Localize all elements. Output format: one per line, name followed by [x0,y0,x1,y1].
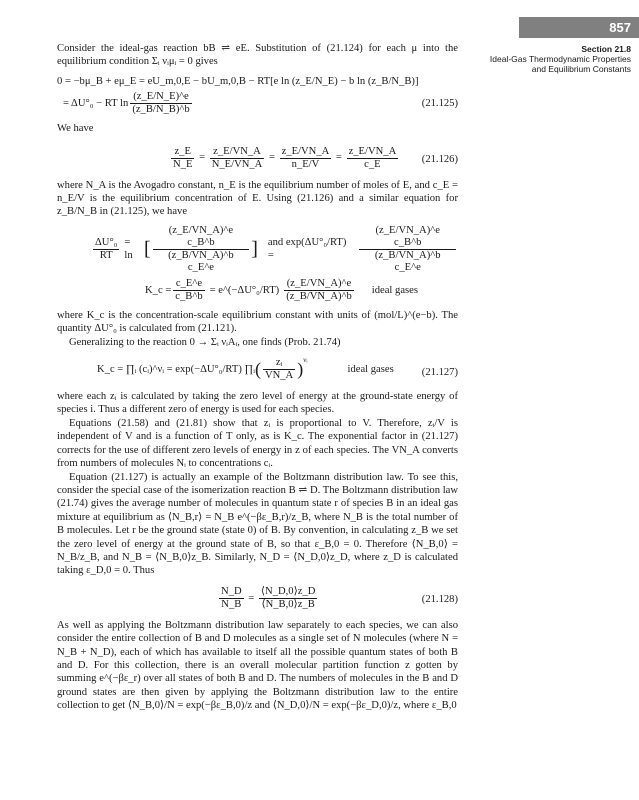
eqB-num: c_E^e [173,278,204,291]
eq126-b-num: z_E/VN_A [210,146,265,159]
eqB-frac2-num: (z_E/VN_A)^e [284,278,354,291]
eqA-bracket-fraction [153,225,250,274]
eq127-fraction [263,357,295,382]
paragraph-3b: Generalizing to the reaction 0 → Σᵢ νᵢAᵢ, one finds (Prob. 21.74) [69,336,341,348]
eqB-left: K_c = [145,284,172,296]
eq126-frac-c [280,146,332,171]
eqA-and-exp: and exp(ΔU°₀/RT) = [267,236,347,262]
eq128-right-fraction [259,586,317,611]
top-margin-bar [0,0,639,12]
eq126-c-den: n_E/V [291,158,320,170]
eqB-fraction [173,278,204,303]
eq126-frac-b [210,146,265,171]
eq126-d-num: z_E/VN_A [348,145,397,157]
paragraph-2: where N_A is the Avogadro constant, n_E is the equilibrium number of moles of E, and c_E = n_E/V is the equilibrium concentration of E. Using (21.126) and a similar equation for z_B/N_B in (21.125), we have [57,179,458,218]
eqA-right-num: (z_E/VN_A)^e c_B^b [359,225,456,250]
equation-21-125 [57,75,458,116]
eq126-label: (21.126) [421,153,458,165]
eq127-num: zᵢ [263,357,295,370]
eq128-right-den: ⟨N_B,0⟩z_B [261,598,315,610]
eq126-d-den: c_E [364,158,381,170]
page-body [57,42,458,713]
eq126-a-den: N_E [173,158,193,170]
paragraph-1: Consider the ideal-gas reaction bB ⇌ eE. Substitution of (21.124) for each μ into the equilibrium condition Σᵢ νᵢμᵢ = 0 gives [57,43,458,68]
paragraph-7: As well as applying the Boltzmann distribution law separately to each species, we can also consider the entire collection of B and D molecules as a single set of N molecules (where N = N_B + N_D), each of which has available to itself all the possible quantum states of both B and D. For this collection, there is an overall molecular partition function z gotten by summing e^(−βε_r) over all states of both B and D. The numbers of molecules in the B and D ground states are then given by applying the Boltzmann distribution law to the entire collection to get ⟨N_B,0⟩/N = exp(−βε_B,0)/z and ⟨N_D,0⟩/N = exp(−βε_D,0)/z, where ε_B,0 [57,619,458,712]
eq125-line1: 0 = −bμ_B + eμ_E = eU_m,0,E − bU_m,0,B − RT[e ln (z_E/N_E) − b ln (z_B/N_B)] [57,75,419,87]
eq128-left-fraction [219,586,244,611]
eqA-bracket-num: (z_E/VN_A)^e c_B^b [153,225,250,250]
eq125-fraction [130,91,191,116]
equation-21-128: $\frac{N\_D}{N\_B}$ = $\frac{⟨N\_D,0⟩z\_D}{⟨N\_B,0⟩z\_B}$ (21.128) [221,585,458,610]
eq127-note: ideal gases [347,363,394,375]
eqA-right-den: (z_B/VN_A)^b c_E^e [374,249,441,273]
eq126-frac-d [347,146,399,171]
equation-intermediate-b [57,278,458,303]
eq127-den: VN_A [264,370,294,382]
paragraph-6: Equation (21.127) is actually an example of the Boltzmann distribution law. To see this, consider the special case of the isomerization reaction B ⇌ D. The Boltzmann distribution law (21.74) gives the average number of molecules in quantum state r of species B in an ideal gas mixture at equilibrium as ⟨N_B,r⟩ = N_B e^(−βε_B,r)/z_B, where N_B is the total number of B molecules. Let r be the ground state (state 0) of B. By convention, in calculating z_B we set the zero level of energy at the ground state of B, so that ε_B,0 = 0. Therefore ⟨N_B,0⟩ = N_B/z_B, and N_B = ⟨N_B,0⟩z_B. Similarly, N_D = ⟨N_D,0⟩z_D, where z_D is calculated taking ε_D,0 = 0. Thus [57,471,458,577]
eq128-left-den: N_B [221,598,242,610]
section-title-line2: and Equilibrium Constants [531,64,631,74]
eqA-bracket-den: (z_B/VN_A)^b c_E^e [168,249,234,273]
equation-21-126: $\frac{z\_E}{N\_E}$ = $\frac{z\_E/VN\_A}{N\_E/VN\_A}$ = $\frac{z\_E/VN\_A}{n\_E/V}$ = $\frac{z\_E/VN\_A}{c\_E}$ (21.126) [173,145,458,170]
eq126-b-den: N_E/VN_A [211,158,263,170]
running-head [461,44,631,74]
section-number: Section 21.8 [581,44,631,54]
equation-21-127: K_c = ∏ᵢ (cᵢ)^νᵢ = exp(−ΔU°₀/RT) ∏ᵢ ( $\frac{\text{zᵢ}}{VN\_A}$ ) $^{\nu ᵢ}$ ideal gases (21.127) [97,355,458,382]
eqA-left-den: RT [99,249,113,261]
paragraph-4: where each zᵢ is calculated by taking the zero level of energy at the ground-state energy of species i. Thus a different zero of energy is used for each species. [57,391,458,416]
eqA-ln: = ln [124,236,133,262]
eq125-label: (21.125) [421,97,458,109]
eqB-fraction-2 [284,278,354,303]
eq128-left-num: N_D [221,585,242,597]
eq125-line2-left: = ΔU°₀ − RT ln [63,98,129,110]
eq126-c-num: z_E/VN_A [281,145,330,157]
eq127-left: K_c = ∏ᵢ (cᵢ)^νᵢ = exp(−ΔU°₀/RT) ∏ᵢ [97,363,255,375]
eqA-right-fraction [359,225,456,274]
we-have-text: We have [57,123,94,135]
eq126-a-num: z_E [171,146,194,159]
paragraph-3a: where K_c is the concentration-scale equilibrium constant with units of (mol/L)^(e−b). The quantity ΔU°₀ is calculated from (21.121). [57,309,458,335]
eq128-right-num: ⟨N_D,0⟩z_D [260,585,316,597]
eqA-left-num: ΔU°₀ [95,236,118,248]
eqA-left-fraction [93,237,119,262]
eq126-frac-a [171,146,194,171]
eq125-denominator: (z_B/N_B)^b [132,104,190,116]
eqB-note: ideal gases [371,284,418,296]
section-title-line1: Ideal-Gas Thermodynamic Properties [489,54,631,64]
eq127-label: (21.127) [421,367,458,379]
page-number: 857 [519,17,639,38]
paragraph-5: Equations (21.58) and (21.81) show that zᵢ is proportional to V. Therefore, zᵢ/V is independent of V and is a function of T only, as is K_c. The exponential factor in (21.127) corrects for the use of different zero levels of energy in z of each species. The VN_A converts from numbers of molecules Nᵢ to concentrations cᵢ. [57,417,458,470]
eq125-numerator: (z_E/N_E)^e [130,91,191,104]
equation-intermediate-a: $\frac{\text{ΔU°₀}}{RT}$ = ln [ $\frac{\text{(z\_E/VN\_A)\textasciicircum{}e c\_B\textasciicircum{}b}}{\text{(z\_B/VN\_A)\textasciicircum{}b c\_E\textasciicircum{}e}}$ ] and exp(ΔU°₀/RT) = $\frac{\text{(z\_E/VN\_A)\textasciicircum{}e c\_B\textasciicircum{}b}}{\text{(z\_B/VN\_A)\textasciicircum{}b c\_E\textasciicircum{}e}}$ [57,225,458,274]
eqB-den: c_B^b [175,290,203,302]
eqB-frac2-den: (z_B/VN_A)^b [286,290,352,302]
eqB-mid: = e^(−ΔU°₀/RT) [209,284,280,296]
eq128-label: (21.128) [421,593,458,605]
